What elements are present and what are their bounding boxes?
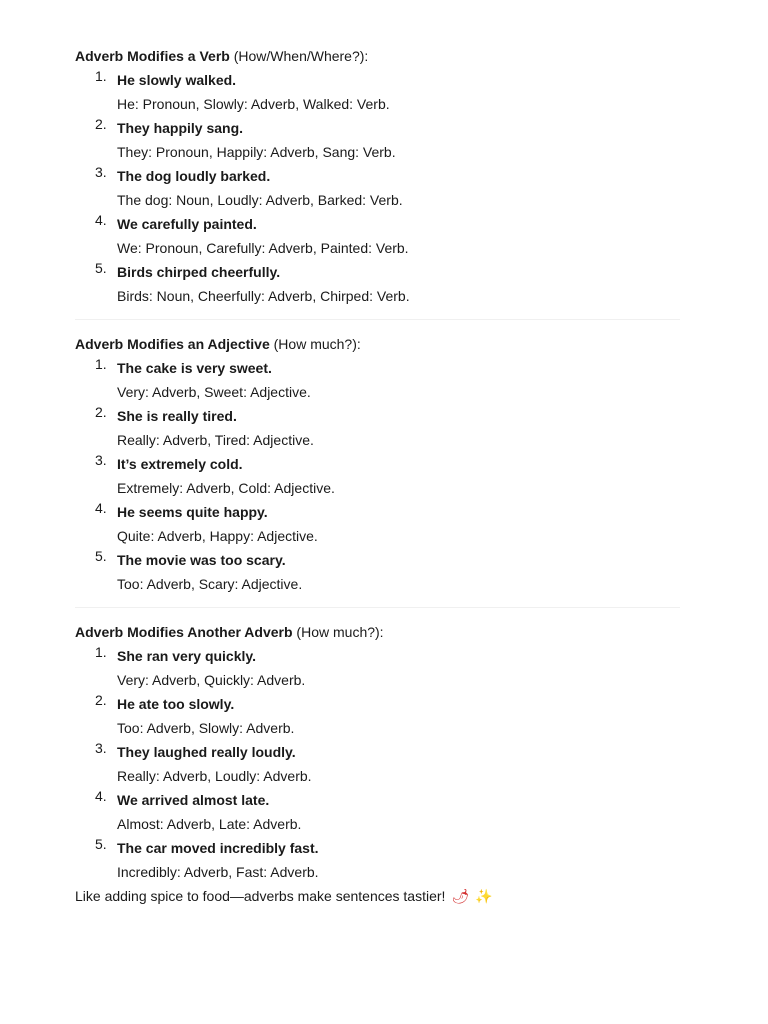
section-adjective [75,332,680,596]
example-analysis: They: Pronoun, Happily: Adverb, Sang: Verb. [117,144,396,160]
example-sentence: She is really tired. [117,408,237,424]
example-sentence: We arrived almost late. [117,792,270,808]
example-analysis: The dog: Noun, Loudly: Adverb, Barked: Verb. [117,192,403,208]
item-number: 5. [95,548,107,564]
list-item [75,692,680,740]
item-number: 1. [95,644,107,660]
example-sentence: The car moved incredibly fast. [117,840,319,856]
example-list [75,356,680,596]
item-number: 4. [95,788,107,804]
section-adverb [75,620,680,884]
example-sentence: He slowly walked. [117,72,237,88]
section-divider [75,607,680,608]
list-item [75,788,680,836]
example-sentence: He ate too slowly. [117,696,235,712]
example-list [75,644,680,884]
item-number: 4. [95,212,107,228]
example-sentence: She ran very quickly. [117,648,257,664]
section-divider [75,319,680,320]
example-analysis: Incredibly: Adverb, Fast: Adverb. [117,864,319,880]
list-item [75,452,680,500]
example-analysis: Quite: Adverb, Happy: Adjective. [117,528,318,544]
example-sentence: The dog loudly barked. [117,168,271,184]
chili-pepper-icon: 🌶 [451,888,470,904]
example-sentence: We carefully painted. [117,216,257,232]
example-analysis: Really: Adverb, Loudly: Adverb. [117,768,312,784]
section-heading [75,332,680,356]
example-analysis: Very: Adverb, Sweet: Adjective. [117,384,311,400]
example-sentence: He seems quite happy. [117,504,268,520]
item-number: 3. [95,740,107,756]
list-item [75,68,680,116]
item-number: 3. [95,164,107,180]
item-number: 2. [95,404,107,420]
example-sentence: The cake is very sweet. [117,360,272,376]
section-title: Adverb Modifies a Verb [75,48,230,64]
item-number: 1. [95,68,107,84]
item-number: 5. [95,836,107,852]
item-number: 3. [95,452,107,468]
list-item [75,116,680,164]
list-item [75,548,680,596]
example-sentence: They laughed really loudly. [117,744,296,760]
list-item [75,740,680,788]
section-title: Adverb Modifies an Adjective [75,336,270,352]
example-analysis: Too: Adverb, Scary: Adjective. [117,576,303,592]
list-item [75,644,680,692]
example-analysis: Really: Adverb, Tired: Adjective. [117,432,314,448]
item-number: 2. [95,116,107,132]
closing-line [75,884,680,908]
section-question: (How/When/Where?): [229,48,369,64]
list-item [75,212,680,260]
list-item [75,356,680,404]
list-item [75,836,680,884]
example-sentence: It’s extremely cold. [117,456,243,472]
section-verb [75,44,680,308]
example-sentence: Birds chirped cheerfully. [117,264,281,280]
section-question: (How much?): [292,624,384,640]
example-analysis: He: Pronoun, Slowly: Adverb, Walked: Verb. [117,96,390,112]
section-title: Adverb Modifies Another Adverb [75,624,293,640]
sparkles-icon: ✨ [475,888,493,904]
list-item [75,260,680,308]
example-analysis: We: Pronoun, Carefully: Adverb, Painted: Verb. [117,240,409,256]
example-sentence: The movie was too scary. [117,552,286,568]
list-item [75,500,680,548]
section-heading [75,620,680,644]
section-question: (How much?): [269,336,361,352]
section-heading [75,44,680,68]
item-number: 2. [95,692,107,708]
example-analysis: Too: Adverb, Slowly: Adverb. [117,720,295,736]
example-list [75,68,680,308]
example-analysis: Birds: Noun, Cheerfully: Adverb, Chirped: Verb. [117,288,410,304]
closing-text: Like adding spice to food—adverbs make sentences tastier! [75,888,446,904]
item-number: 5. [95,260,107,276]
example-analysis: Very: Adverb, Quickly: Adverb. [117,672,306,688]
list-item [75,404,680,452]
item-number: 1. [95,356,107,372]
example-sentence: They happily sang. [117,120,244,136]
item-number: 4. [95,500,107,516]
list-item [75,164,680,212]
example-analysis: Extremely: Adverb, Cold: Adjective. [117,480,335,496]
example-analysis: Almost: Adverb, Late: Adverb. [117,816,302,832]
